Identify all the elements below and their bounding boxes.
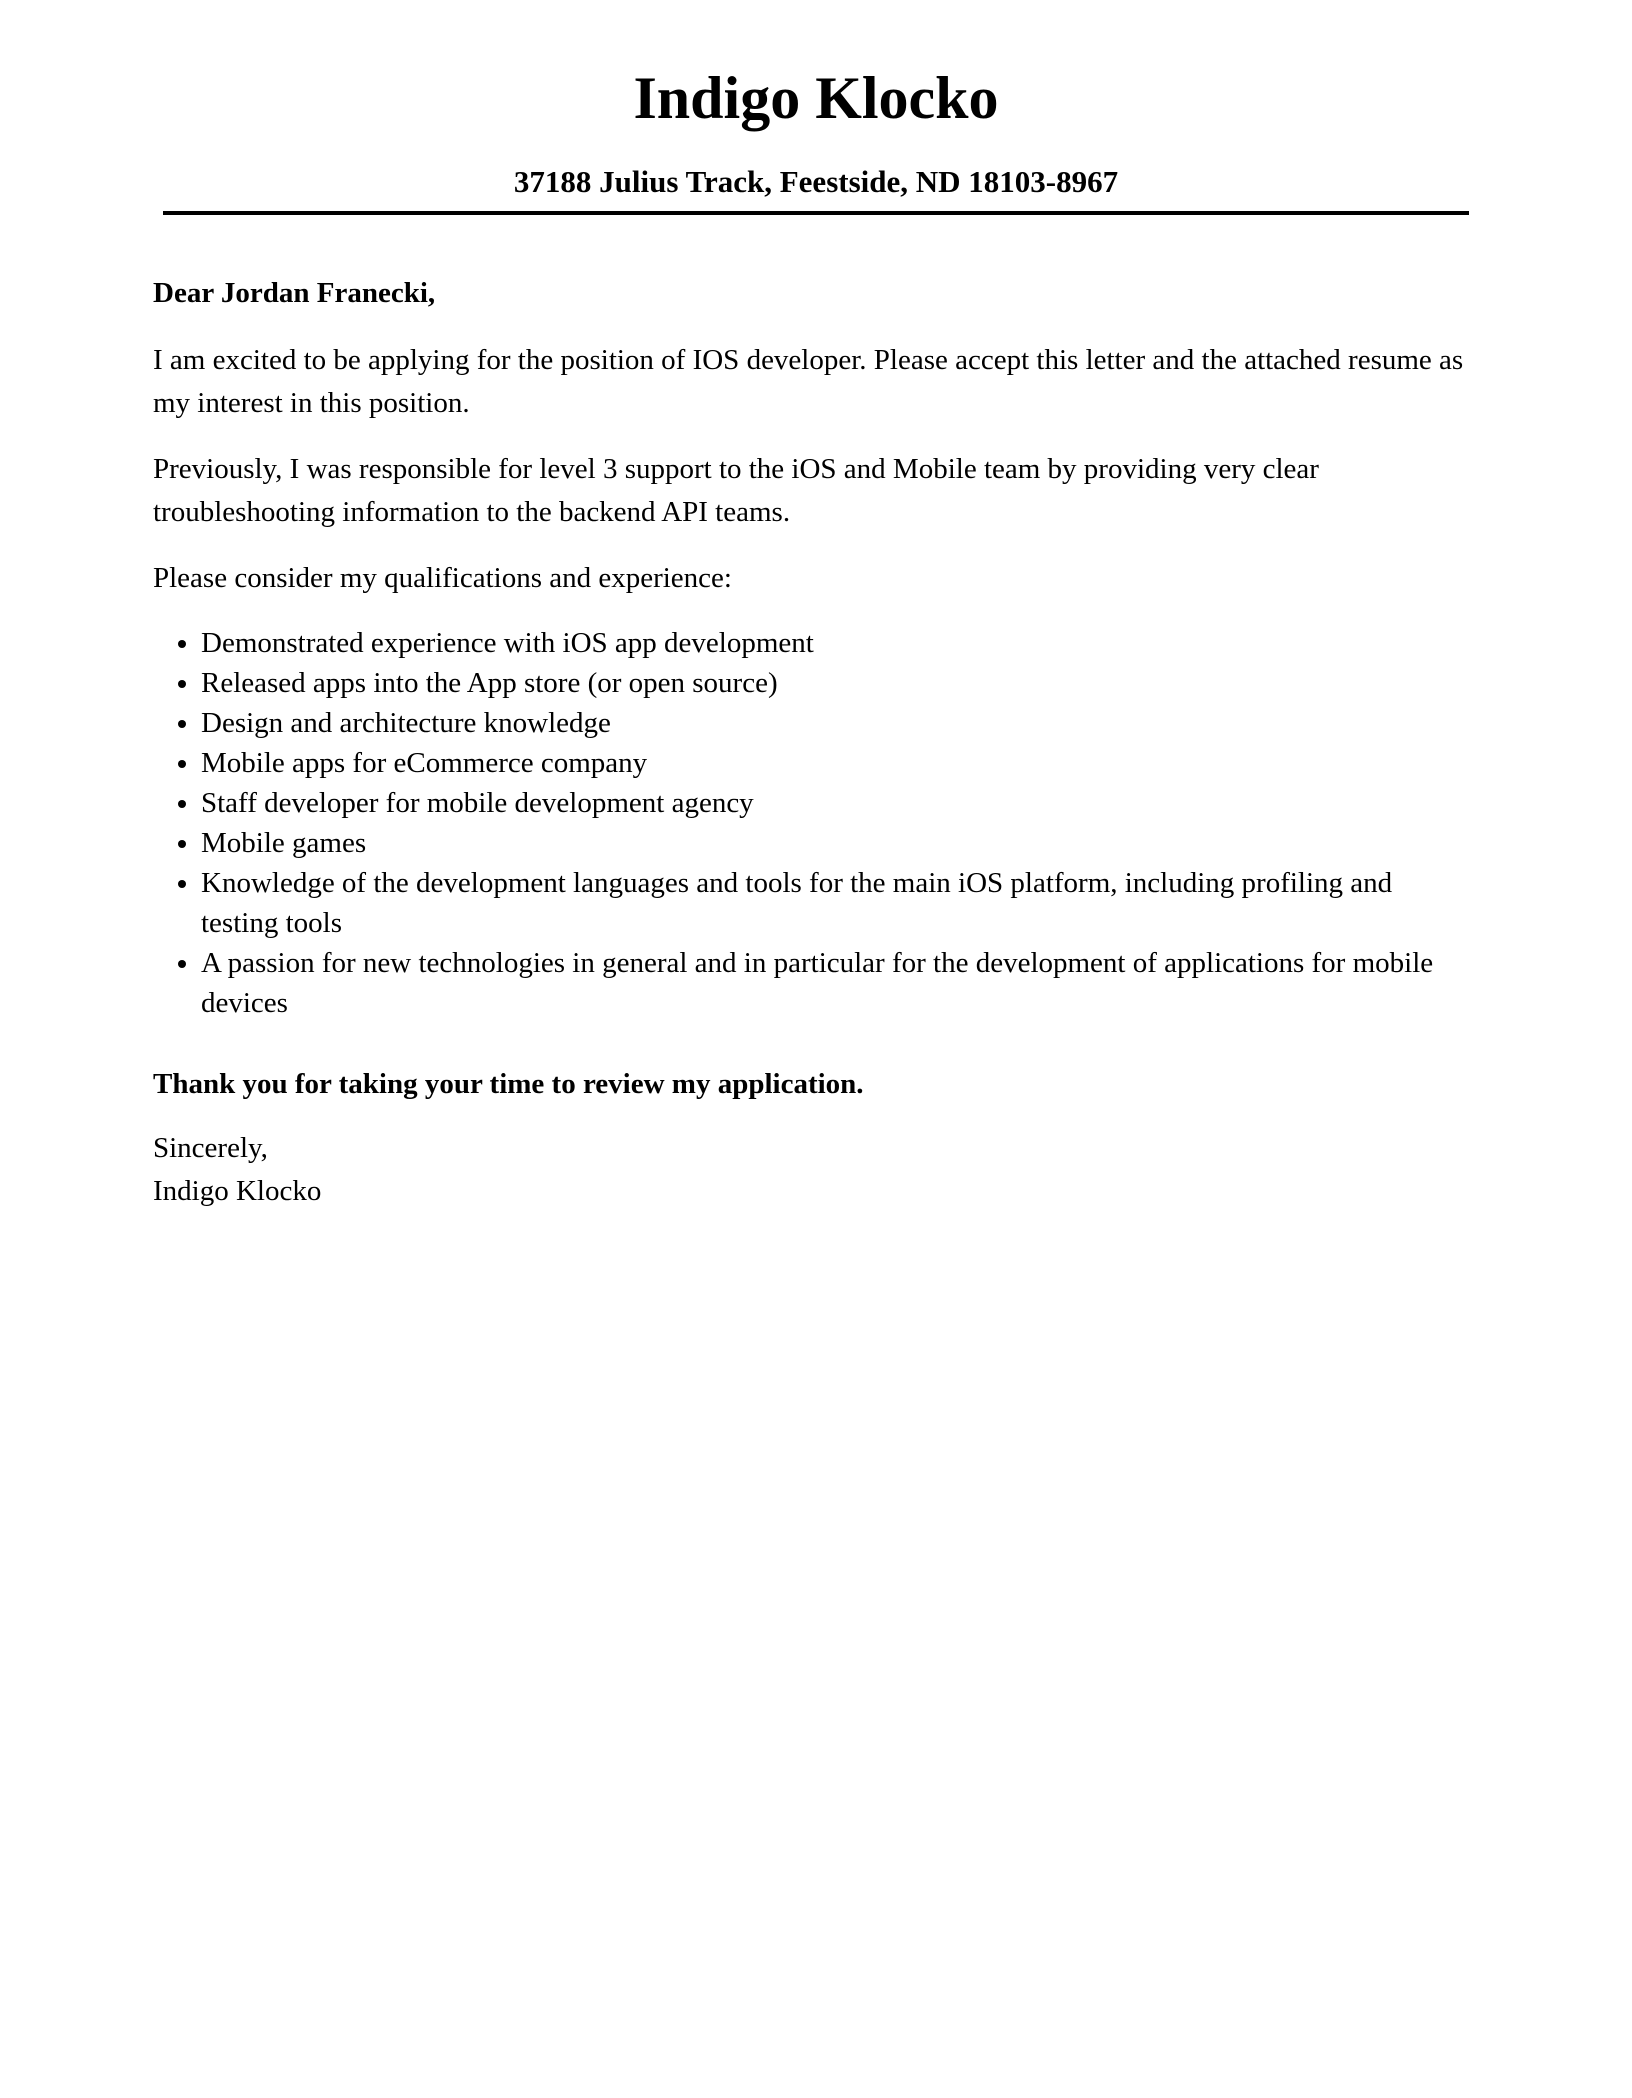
header-divider xyxy=(163,211,1469,215)
list-item: • Mobile games xyxy=(201,823,1473,863)
sender-name: Indigo Klocko xyxy=(633,65,999,131)
list-item: • A passion for new technologies in general and in particular for the development of applications for mobile devices xyxy=(201,943,1473,1023)
letter-body xyxy=(153,272,1473,1213)
experience-paragraph: Previously, I was responsible for level 3 support to the iOS and Mobile team by providing very clear troubleshooting information to the backend API teams. xyxy=(153,453,1319,528)
qualifications-intro: Please consider my qualifications and experience: xyxy=(153,562,732,594)
sender-address: 37188 Julius Track, Feestside, ND 18103-8967 xyxy=(513,164,1119,199)
list-item: • Released apps into the App store (or open source) xyxy=(201,663,1473,703)
list-item: • Mobile apps for eCommerce company xyxy=(201,743,1473,783)
list-item: • Knowledge of the development languages and tools for the main iOS platform, including profiling and testing tools xyxy=(201,863,1473,943)
salutation: Dear Jordan Franecki, xyxy=(153,277,436,309)
qualifications-list xyxy=(153,623,1473,1023)
list-item: • Staff developer for mobile development agency xyxy=(201,783,1473,823)
closing-sincerely: Sincerely, xyxy=(153,1132,268,1164)
letter-header xyxy=(163,56,1469,202)
list-item: • Design and architecture knowledge xyxy=(201,703,1473,743)
thank-you-line: Thank you for taking your time to review my application. xyxy=(153,1068,864,1100)
signature-name: Indigo Klocko xyxy=(153,1175,322,1207)
list-item: • Demonstrated experience with iOS app development xyxy=(201,623,1473,663)
intro-paragraph: I am excited to be applying for the position of IOS developer. Please accept this letter and the attached resume as my interest in this position. xyxy=(153,344,1464,419)
